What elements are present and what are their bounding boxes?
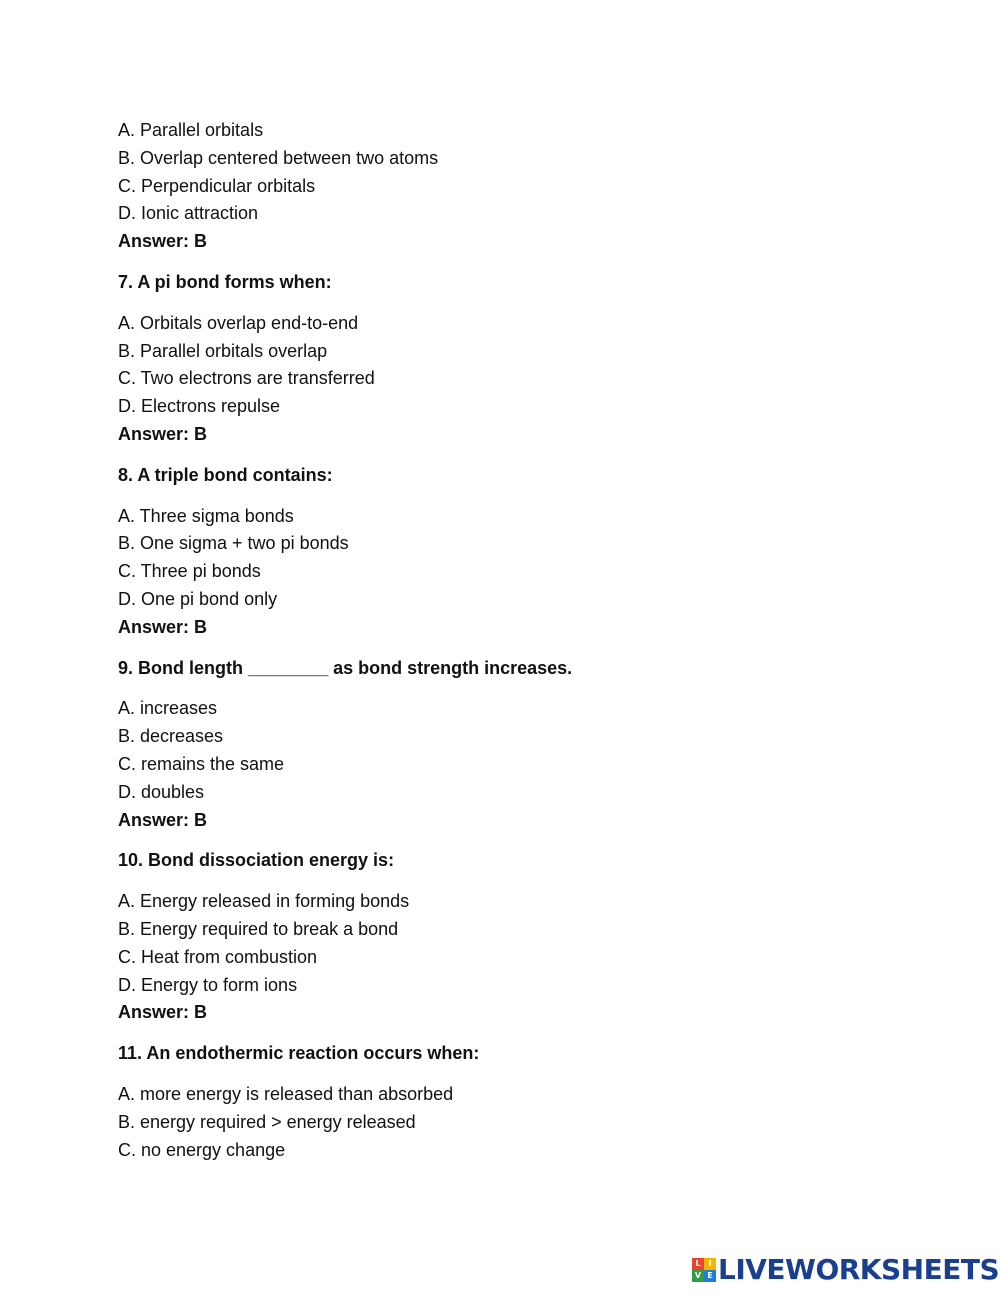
logo-cell-e: E: [704, 1270, 716, 1282]
q11-option-c: C. no energy change: [118, 1139, 286, 1160]
question-9-block: [118, 655, 878, 835]
q6-option-c: C. Perpendicular orbitals: [118, 175, 316, 196]
logo-cell-v: V: [692, 1270, 704, 1282]
q8-option-d: D. One pi bond only: [118, 588, 278, 609]
q9-question: 9. Bond length ________ as bond strength increases.: [118, 657, 573, 678]
q8-option-a: A. Three sigma bonds: [118, 505, 294, 526]
question-10-block: [118, 847, 878, 1027]
liveworksheets-logo-icon: [692, 1258, 716, 1282]
q10-answer: Answer: B: [118, 1002, 208, 1023]
q9-option-d: D. doubles: [118, 781, 205, 802]
q7-option-a: A. Orbitals overlap end-to-end: [118, 312, 359, 333]
question-8-block: [118, 462, 878, 642]
q11-option-b: B. energy required > energy released: [118, 1111, 416, 1132]
q11-option-a: A. more energy is released than absorbed: [118, 1083, 454, 1104]
q6-option-b: B. Overlap centered between two atoms: [118, 147, 439, 168]
q7-answer: Answer: B: [118, 423, 208, 444]
liveworksheets-brand: [692, 1254, 999, 1286]
logo-cell-l: L: [692, 1258, 704, 1270]
q6-option-a: A. Parallel orbitals: [118, 120, 264, 140]
q8-question: 8. A triple bond contains:: [118, 464, 333, 485]
q10-option-c: C. Heat from combustion: [118, 946, 318, 967]
q10-option-d: D. Energy to form ions: [118, 974, 298, 995]
q6-answer: Answer: B: [118, 231, 208, 252]
q9-answer: Answer: B: [118, 809, 208, 830]
q8-answer: Answer: B: [118, 616, 208, 637]
q7-option-d: D. Electrons repulse: [118, 396, 281, 417]
q10-option-a: A. Energy released in forming bonds: [118, 891, 410, 912]
q10-question: 10. Bond dissociation energy is:: [118, 850, 395, 871]
q9-option-c: C. remains the same: [118, 753, 285, 774]
logo-cell-i: I: [704, 1258, 716, 1270]
question-7-block: [118, 269, 878, 449]
q9-option-b: B. decreases: [118, 726, 224, 747]
q9-option-a: A. increases: [118, 698, 218, 719]
q10-option-b: B. Energy required to break a bond: [118, 918, 399, 939]
q7-option-c: C. Two electrons are transferred: [118, 368, 375, 389]
q8-option-b: B. One sigma + two pi bonds: [118, 533, 349, 554]
question-11-block: [118, 1040, 878, 1164]
q8-option-c: C. Three pi bonds: [118, 561, 261, 582]
question-6-block: [118, 117, 878, 256]
worksheet-page: [118, 117, 878, 1164]
liveworksheets-wordmark: LIVEWORKSHEETS: [718, 1253, 1000, 1286]
q11-question: 11. An endothermic reaction occurs when:: [118, 1043, 480, 1064]
q7-option-b: B. Parallel orbitals overlap: [118, 340, 328, 361]
q7-question: 7. A pi bond forms when:: [118, 271, 332, 292]
q6-option-d: D. Ionic attraction: [118, 203, 259, 224]
